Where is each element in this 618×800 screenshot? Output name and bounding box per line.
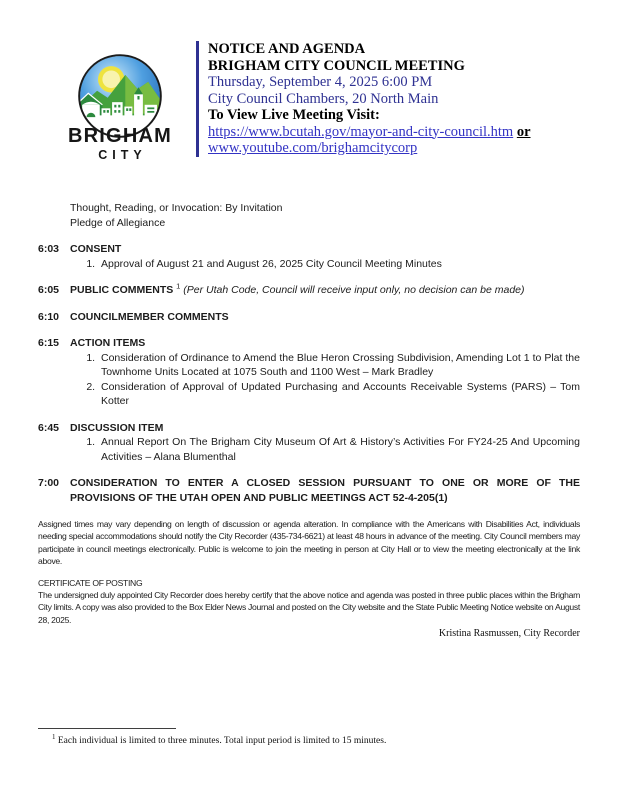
certificate-of-posting-heading: CERTIFICATE OF POSTING: [38, 577, 143, 588]
agenda-items: [70, 435, 580, 464]
agenda-time: 6:45: [38, 421, 60, 434]
view-live-label: To View Live Meeting Visit:: [208, 107, 380, 123]
link-line-1: [208, 124, 608, 141]
link-line-2: [208, 140, 608, 157]
agenda-footer: [38, 518, 580, 641]
agenda-heading: ACTION ITEMS: [70, 337, 146, 349]
agenda-item: 1. Approval of August 21 and August 26, 2025 City Council Meeting Minutes: [98, 257, 580, 272]
agenda-content: [38, 201, 580, 641]
agenda-heading: COUNCILMEMBER COMMENTS: [70, 310, 229, 323]
agenda-section-closed-session: [38, 476, 580, 505]
footnote-text: [38, 733, 580, 746]
meeting-title: BRIGHAM CITY COUNCIL MEETING: [208, 57, 465, 74]
agenda-heading-note: (Per Utah Code, Council will receive input only, no decision can be made): [183, 284, 525, 296]
agenda-items: [70, 351, 580, 409]
link-conjunction: or: [516, 123, 531, 140]
agenda-item: 1. Annual Report On The Brigham City Museum Of Art & History’s Activities For FY24-25 And Upcoming Activities – Alana Blumenthal: [98, 435, 580, 464]
footnote-reference: 1: [176, 281, 181, 291]
agenda-time: 6:15: [38, 337, 60, 349]
agenda-items: [70, 257, 580, 272]
footnote-number: 1: [52, 733, 56, 741]
meeting-location: City Council Chambers, 20 North Main: [208, 90, 439, 107]
assigned-times-notice: Assigned times may vary depending on length of discussion or agenda alteration. In compliance with the Americans with Disabilities Act, individuals needing special accommodations should notify the City Recorder (435-734-6621) at least 48 hours in advance of the meeting. City Council members may participate in council meetings electronically. Public is welcome to join the meeting in person at City Hall or to view the meeting electronically at the link above.: [38, 519, 580, 567]
agenda-heading-line: [70, 283, 580, 298]
agenda-section-consent: [38, 242, 580, 271]
meeting-datetime: Thursday, September 4, 2025 6:00 PM: [208, 74, 433, 90]
agenda-time: 7:00: [38, 477, 60, 489]
agenda-section-discussion-item: [38, 421, 580, 465]
footnote-body: Each individual is limited to three minutes. Total input period is limited to 15 minutes.: [57, 736, 387, 747]
notice-title: NOTICE AND AGENDA: [208, 41, 366, 57]
agenda-heading: PUBLIC COMMENTS: [70, 284, 174, 296]
brigham-city-logo: [53, 52, 187, 162]
agenda-section-action-items: [38, 336, 580, 409]
agenda-section-public-comments: [38, 283, 580, 298]
agenda-time: 6:03: [38, 243, 60, 255]
agenda-time: 6:05: [38, 284, 60, 296]
agenda-heading: CONSENT: [70, 243, 122, 255]
agenda-heading: DISCUSSION ITEM: [70, 421, 164, 434]
agenda-time: 6:10: [38, 310, 60, 323]
live-meeting-link-bcutah[interactable]: https://www.bcutah.gov/mayor-and-city-council.htm: [208, 123, 514, 140]
agenda-item: 2. Consideration of Approval of Updated Purchasing and Accounts Receivable Systems (PARS) – Tom Kotter: [98, 380, 580, 409]
agenda-section-councilmember-comments: [38, 310, 580, 325]
certificate-of-posting-text: The undersigned duly appointed City Recorder does hereby certify that the above notice and agenda was posted in three public places within the Brigham City limits. A copy was also provided to the Box Elder News Journal and posted on the City website and the State Public Meeting Notice website on August 28, 2025.: [38, 590, 580, 625]
footnote-area: [38, 728, 580, 746]
agenda-preamble: [70, 201, 580, 230]
logo-name-brigham: BRIGHAM: [68, 125, 172, 147]
preamble-invocation: Thought, Reading, or Invocation: By Invitation: [70, 202, 283, 214]
agenda-item: 1. Consideration of Ordinance to Amend the Blue Heron Crossing Subdivision, Amending Lot 1 to Plat the Townhome Units Located at 1075 South and 1100 West – Mark Bradley: [98, 351, 580, 380]
preamble-pledge: Pledge of Allegiance: [70, 216, 166, 229]
agenda-heading: CONSIDERATION TO ENTER A CLOSED SESSION PURSUANT TO ONE OR MORE OF THE PROVISIONS OF THE UTAH OPEN AND PUBLIC MEETINGS ACT 52-4-205(1): [70, 477, 580, 504]
live-meeting-link-youtube[interactable]: www.youtube.com/brighamcitycorp: [208, 140, 418, 156]
city-recorder-signature: Kristina Rasmussen, City Recorder: [438, 628, 580, 640]
logo-name-city: CITY: [98, 148, 147, 162]
meeting-header-block: [196, 41, 608, 157]
footnote-separator-rule: [38, 728, 176, 729]
